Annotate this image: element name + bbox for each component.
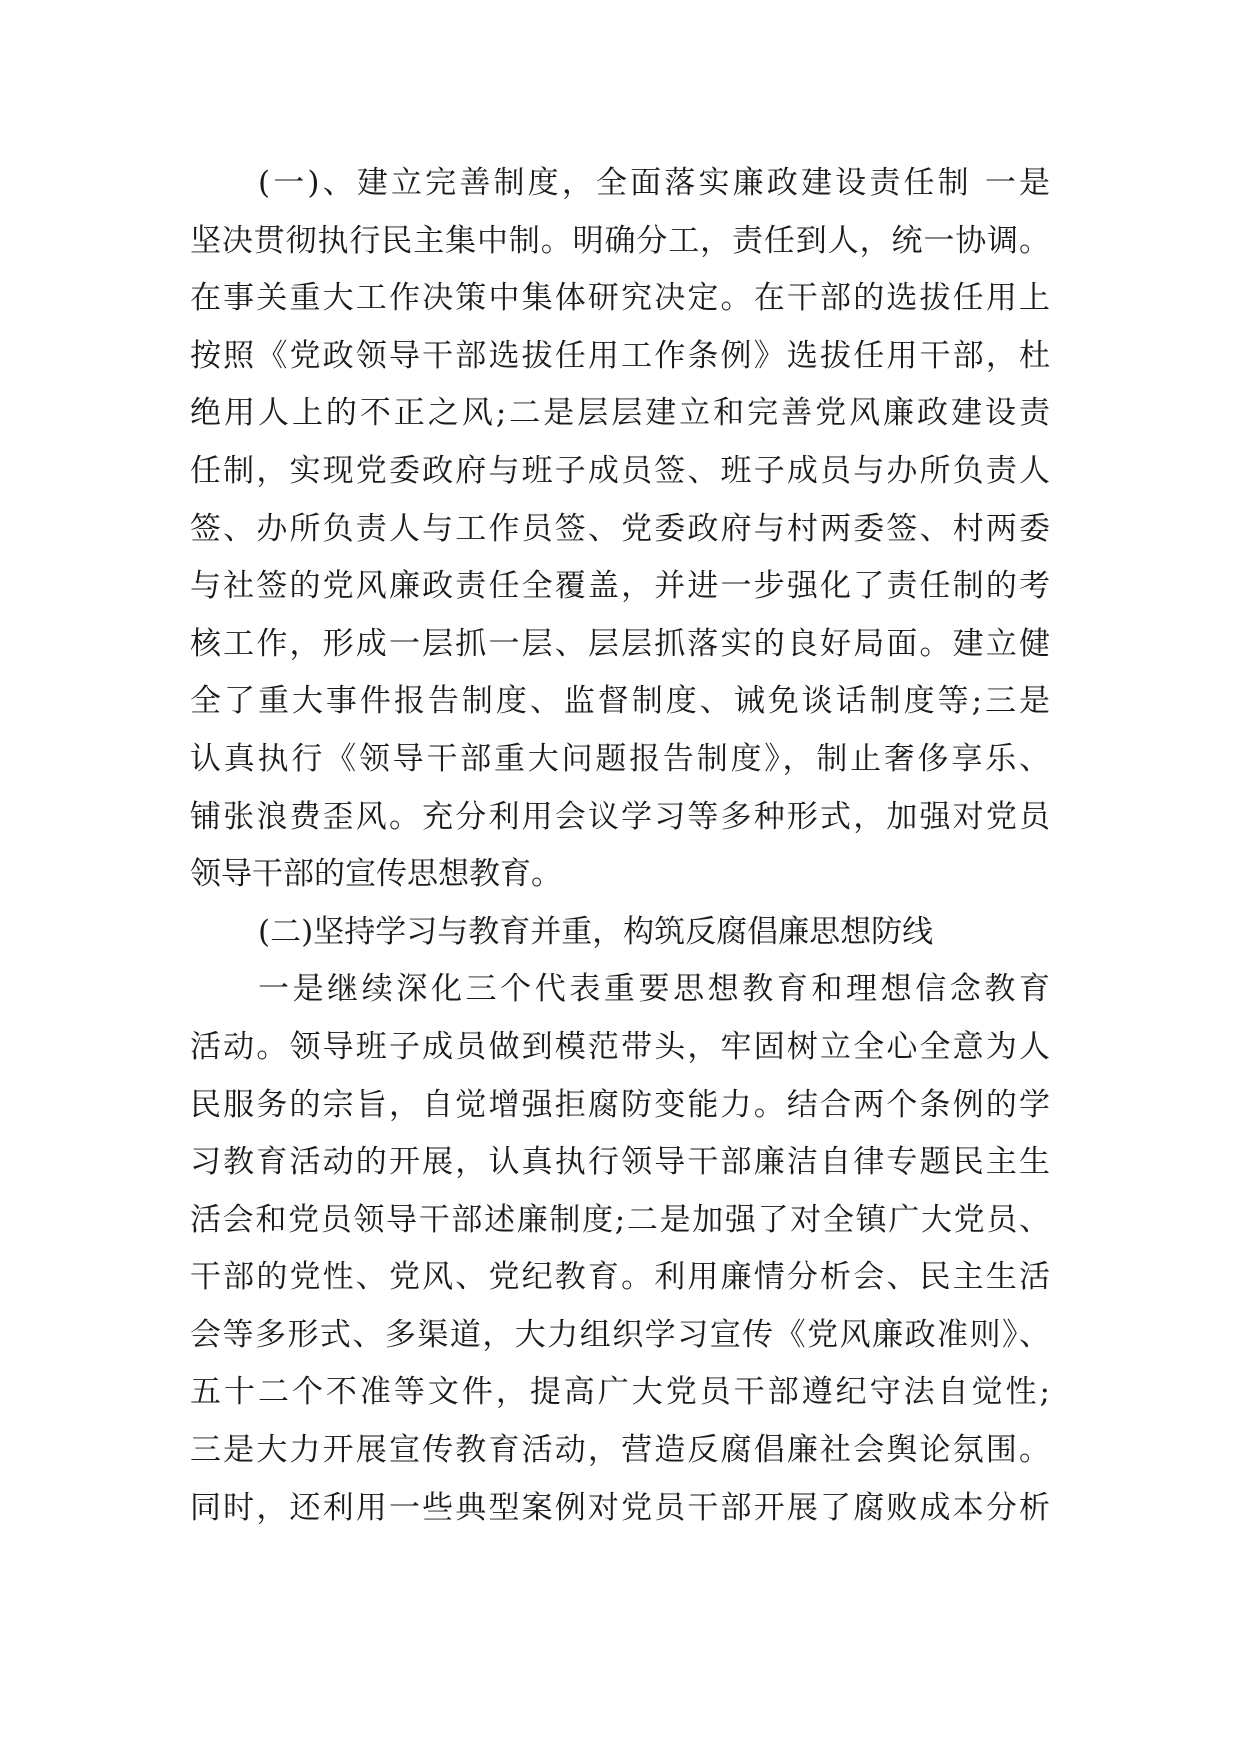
text-line: 核工作，形成一层抓一层、层层抓落实的良好局面。建立健 — [190, 625, 1050, 662]
text-line: 一是继续深化三个代表重要思想教育和理想信念教育 — [258, 971, 1050, 1008]
text-line: 铺张浪费歪风。充分利用会议学习等多种形式，加强对党员 — [190, 798, 1050, 835]
text-line: 习教育活动的开展，认真执行领导干部廉洁自律专题民主生 — [190, 1144, 1050, 1181]
text-line: 同时，还利用一些典型案例对党员干部开展了腐败成本分析 — [190, 1489, 1050, 1526]
text-line: (一)、建立完善制度，全面落实廉政建设责任制 一是 — [258, 165, 1050, 201]
text-line: 认真执行《领导干部重大问题报告制度》，制止奢侈享乐、 — [190, 740, 1050, 777]
text-line: 在事关重大工作决策中集体研究决定。在干部的选拔任用上 — [190, 280, 1050, 317]
text-line: 按照《党政领导干部选拔任用工作条例》选拔任用干部，杜 — [190, 337, 1050, 374]
text-line: 全了重大事件报告制度、监督制度、诫免谈话制度等;三是 — [190, 683, 1050, 720]
text-line: 领导干部的宣传思想教育。 — [190, 856, 562, 893]
section-heading: (二)坚持学习与教育并重，构筑反腐倡廉思想防线 — [258, 913, 934, 950]
text-line: 坚决贯彻执行民主集中制。明确分工，责任到人，统一协调。 — [190, 222, 1050, 259]
text-line: 与社签的党风廉政责任全覆盖，并进一步强化了责任制的考 — [190, 568, 1050, 605]
text-line: 五十二个不准等文件，提高广大党员干部遵纪守法自觉性; — [190, 1374, 1050, 1411]
text-line: 活会和党员领导干部述廉制度;二是加强了对全镇广大党员、 — [190, 1201, 1050, 1238]
text-line: 干部的党性、党风、党纪教育。利用廉情分析会、民主生活 — [190, 1259, 1050, 1296]
text-line: 三是大力开展宣传教育活动，营造反腐倡廉社会舆论氛围。 — [190, 1432, 1050, 1469]
text-line: 绝用人上的不正之风;二是层层建立和完善党风廉政建设责 — [190, 395, 1050, 432]
text-line: 签、办所负责人与工作员签、党委政府与村两委签、村两委 — [190, 510, 1050, 547]
text-line: 会等多形式、多渠道，大力组织学习宣传《党风廉政准则》、 — [190, 1316, 1050, 1353]
body-text — [190, 155, 1050, 1537]
text-line: 活动。领导班子成员做到模范带头，牢固树立全心全意为人 — [190, 1028, 1050, 1065]
text-line: 任制，实现党委政府与班子成员签、班子成员与办所负责人 — [190, 452, 1050, 489]
text-line: 民服务的宗旨，自觉增强拒腐防变能力。结合两个条例的学 — [190, 1086, 1050, 1123]
